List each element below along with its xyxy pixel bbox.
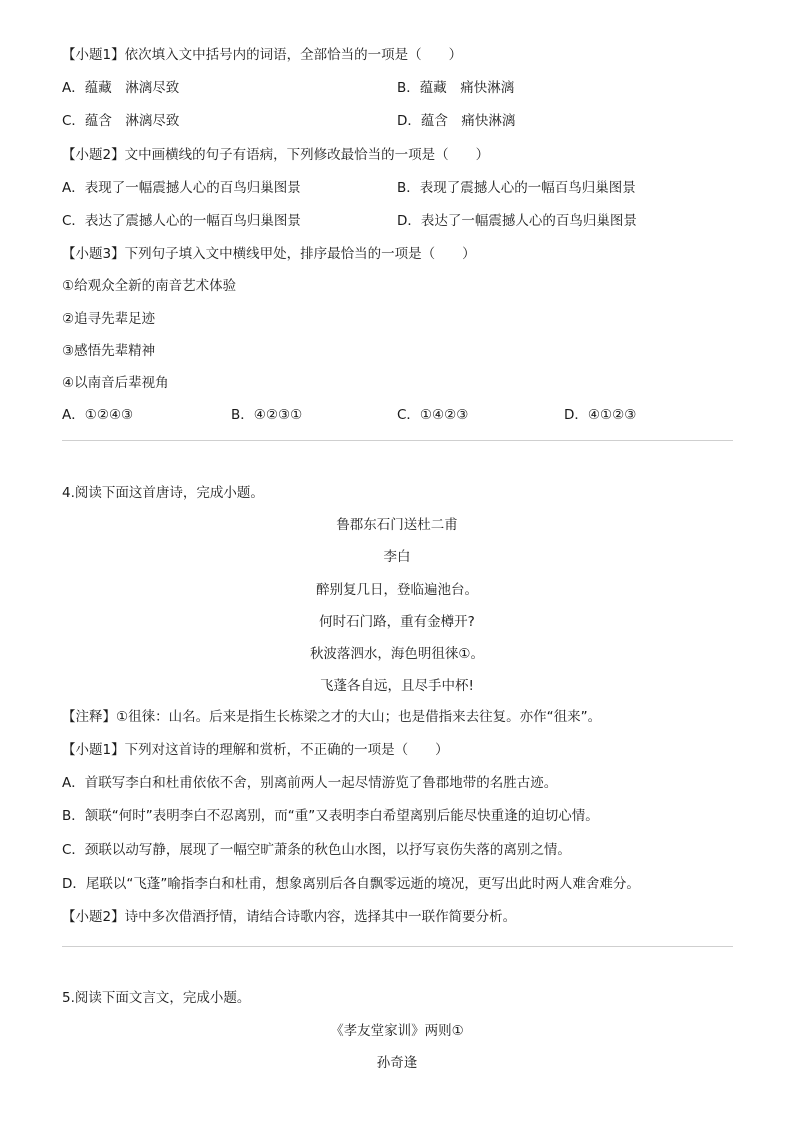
option-a: A．表现了一幅震撼人心的百鸟归巢图景 — [62, 180, 301, 196]
poem-line: 醉别复几日，登临遍池台。 — [316, 582, 478, 598]
section-divider — [62, 946, 733, 947]
poem-line: 秋波落泗水，海色明徂徕①。 — [309, 646, 485, 662]
section-intro: 5.阅读下面文言文，完成小题。 — [62, 990, 251, 1006]
option-d: D．尾联以“飞蓬”喻指李白和杜甫，想象离别后各自飘零远逝的境况，更写出此时两人难舍难分。 — [62, 876, 640, 892]
option-b: B．表现了震撼人心的一幅百鸟归巢图景 — [397, 180, 636, 196]
poem-title: 鲁郡东石门送杜二甫 — [336, 517, 458, 533]
option-b: B．④②③① — [231, 407, 303, 423]
passage-title: 《孝友堂家训》两则① — [330, 1023, 464, 1039]
sentence-item: ③感悟先辈精神 — [62, 343, 156, 359]
option-d: D．④①②③ — [564, 407, 637, 423]
sentence-item: ①给观众全新的南音艺术体验 — [62, 278, 237, 294]
option-d: D．表达了一幅震撼人心的百鸟归巢图景 — [397, 213, 637, 229]
section-intro: 4.阅读下面这首唐诗，完成小题。 — [62, 485, 264, 501]
option-c: C．表达了震撼人心的一幅百鸟归巢图景 — [62, 213, 301, 229]
question-stem: 【小题1】依次填入文中括号内的词语，全部恰当的一项是（ ） — [62, 47, 463, 63]
sentence-item: ④以南音后辈视角 — [62, 375, 169, 391]
option-a: A．①②④③ — [62, 407, 134, 423]
option-b: B．蕴藏 痛快淋漓 — [397, 80, 515, 96]
question-stem: 【小题1】下列对这首诗的理解和赏析，不正确的一项是（ ） — [62, 742, 449, 758]
sentence-item: ②追寻先辈足迹 — [62, 311, 156, 327]
poem-author: 李白 — [383, 549, 411, 565]
option-a: A．首联写李白和杜甫依依不舍，别离前两人一起尽情游览了鲁郡地带的名胜古迹。 — [62, 775, 558, 791]
option-b: B．颔联“何时”表明李白不忍离别，而“重”又表明李白希望离别后能尽快重逢的迫切心情。 — [62, 808, 599, 824]
option-c: C．颈联以动写静，展现了一幅空旷萧条的秋色山水图，以抒写哀伤失落的离别之情。 — [62, 842, 571, 858]
poem-line: 飞蓬各自远，且尽手中杯! — [320, 678, 474, 694]
question-stem: 【小题2】文中画横线的句子有语病，下列修改最恰当的一项是（ ） — [62, 147, 490, 163]
question-stem: 【小题3】下列句子填入文中横线甲处，排序最恰当的一项是（ ） — [62, 246, 476, 262]
section-divider — [62, 440, 733, 441]
option-d: D．蕴含 痛快淋漓 — [397, 113, 516, 129]
option-c: C．①④②③ — [397, 407, 469, 423]
option-c: C．蕴含 淋漓尽致 — [62, 113, 180, 129]
poem-line: 何时石门路，重有金樽开? — [319, 614, 475, 630]
option-a: A．蕴藏 淋漓尽致 — [62, 80, 180, 96]
question-stem: 【小题2】诗中多次借酒抒情，请结合诗歌内容，选择其中一联作简要分析。 — [62, 909, 517, 925]
annotation-note: 【注释】①徂徕：山名。后来是指生长栋梁之才的大山；也是借指来去往复。亦作“徂来”。 — [62, 709, 602, 725]
passage-author: 孙奇逢 — [376, 1055, 418, 1071]
